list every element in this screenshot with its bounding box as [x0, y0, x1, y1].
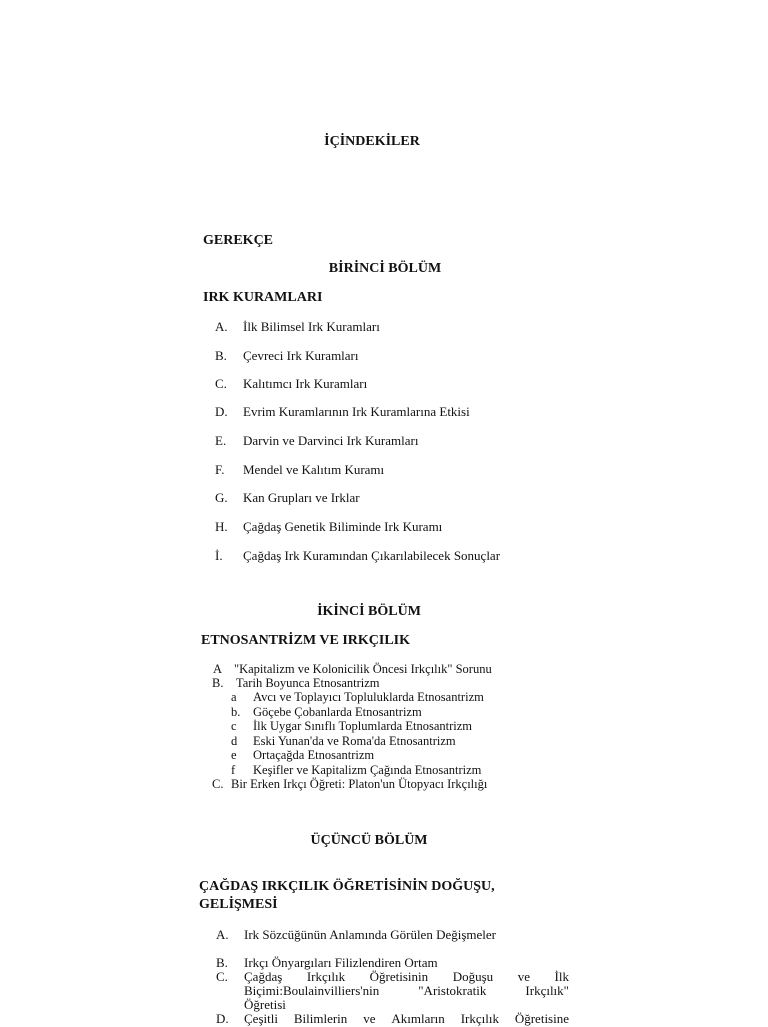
item-c-line2 — [244, 983, 569, 999]
gerekce-heading: GEREKÇE — [203, 233, 274, 248]
word: Akımların — [391, 1011, 445, 1026]
word: ve — [363, 1011, 376, 1026]
item-label: f — [231, 763, 236, 777]
item-text: Mendel ve Kalıtım Kuramı — [243, 462, 385, 477]
item-label: A — [213, 662, 223, 676]
part2-heading: ETNOSANTRİZM VE IRKÇILIK — [201, 633, 411, 648]
item-text: Tarih Boyunca Etnosantrizm — [236, 676, 380, 690]
item-text: Avcı ve Toplayıcı Topluluklarda Etnosantrizm — [253, 690, 484, 704]
item-text: Çevreci Irk Kuramları — [243, 348, 359, 363]
item-label: H. — [215, 519, 228, 534]
item-text: Kan Grupları ve Irklar — [243, 490, 360, 505]
item-label: b. — [231, 705, 241, 719]
item-text: Irk Sözcüğünün Anlamında Görülen Değişmeler — [244, 927, 496, 942]
item-label: C. — [216, 969, 228, 984]
word: Öğretisine — [514, 1011, 569, 1026]
item-text: Darvin ve Darvinci Irk Kuramları — [243, 433, 419, 448]
item-text: Evrim Kuramlarının Irk Kuramlarına Etkisi — [243, 404, 470, 419]
word: Çağdaş — [244, 969, 283, 984]
item-label: B. — [215, 348, 227, 363]
word: Biçimi:Boulainvilliers'nin — [244, 983, 380, 998]
word: Irkçılık" — [525, 983, 569, 998]
word: Doğuşu — [452, 969, 494, 984]
item-label: E. — [215, 433, 227, 448]
item-text: İlk Uygar Sınıflı Toplumlarda Etnosantrizm — [253, 719, 472, 733]
item-text: Kalıtımcı Irk Kuramları — [243, 376, 368, 391]
item-label: A. — [215, 319, 228, 334]
item-label: D. — [215, 404, 228, 419]
item-text: Çağdaş Genetik Biliminde Irk Kuramı — [243, 519, 443, 534]
item-c-line3: Öğretisi — [244, 997, 286, 1012]
word: Bilimlerin — [293, 1011, 348, 1026]
item-text: Bir Erken Irkçı Öğreti: Platon'un Ütopyacı Irkçılığı — [231, 777, 488, 791]
item-label: B. — [212, 676, 224, 690]
part3-heading-line1: ÇAĞDAŞ IRKÇILIK ÖĞRETİSİNİN DOĞUŞU, — [199, 879, 495, 894]
item-label: C. — [212, 777, 224, 791]
item-text: Irkçı Önyargıları Filizlendiren Ortam — [244, 955, 438, 970]
item-text: Çağdaş Irk Kuramından Çıkarılabilecek Sonuçlar — [243, 548, 501, 563]
item-label: F. — [215, 462, 225, 477]
item-text: Göçebe Çobanlarda Etnosantrizm — [253, 705, 422, 719]
word: Çeşitli — [244, 1011, 278, 1026]
item-label: A. — [216, 927, 229, 942]
word: Öğretisinin — [369, 969, 429, 984]
item-text: "Kapitalizm ve Kolonicilik Öncesi Irkçılık" Sorunu — [234, 662, 492, 676]
word: "Aristokratik — [418, 983, 487, 998]
part3-heading-line2: GELİŞMESİ — [199, 897, 278, 912]
part3-title: ÜÇÜNCÜ BÖLÜM — [310, 833, 428, 848]
item-label: D. — [216, 1011, 229, 1026]
item-label: c — [231, 719, 237, 733]
part1-title: BİRİNCİ BÖLÜM — [328, 261, 442, 276]
item-label: e — [231, 748, 237, 762]
word: İlk — [554, 969, 569, 984]
item-label: C. — [215, 376, 227, 391]
item-label: G. — [215, 490, 228, 505]
word: Irkçılık — [306, 969, 346, 984]
item-label: a — [231, 690, 237, 704]
item-label: d — [231, 734, 238, 748]
word: ve — [517, 969, 530, 984]
part2-title: İKİNCİ BÖLÜM — [317, 604, 421, 619]
item-text: Ortaçağda Etnosantrizm — [253, 748, 375, 762]
item-text: Eski Yunan'da ve Roma'da Etnosantrizm — [253, 734, 456, 748]
item-label: İ. — [215, 548, 223, 563]
item-text: İlk Bilimsel Irk Kuramları — [243, 319, 380, 334]
part1-heading: IRK KURAMLARI — [203, 290, 323, 305]
word: Irkçılık — [460, 1011, 499, 1026]
toc-title: İÇİNDEKİLER — [324, 134, 420, 149]
item-text: Keşifler ve Kapitalizm Çağında Etnosantrizm — [253, 763, 482, 777]
item-label: B. — [216, 955, 228, 970]
item-d-line1 — [244, 1011, 569, 1027]
